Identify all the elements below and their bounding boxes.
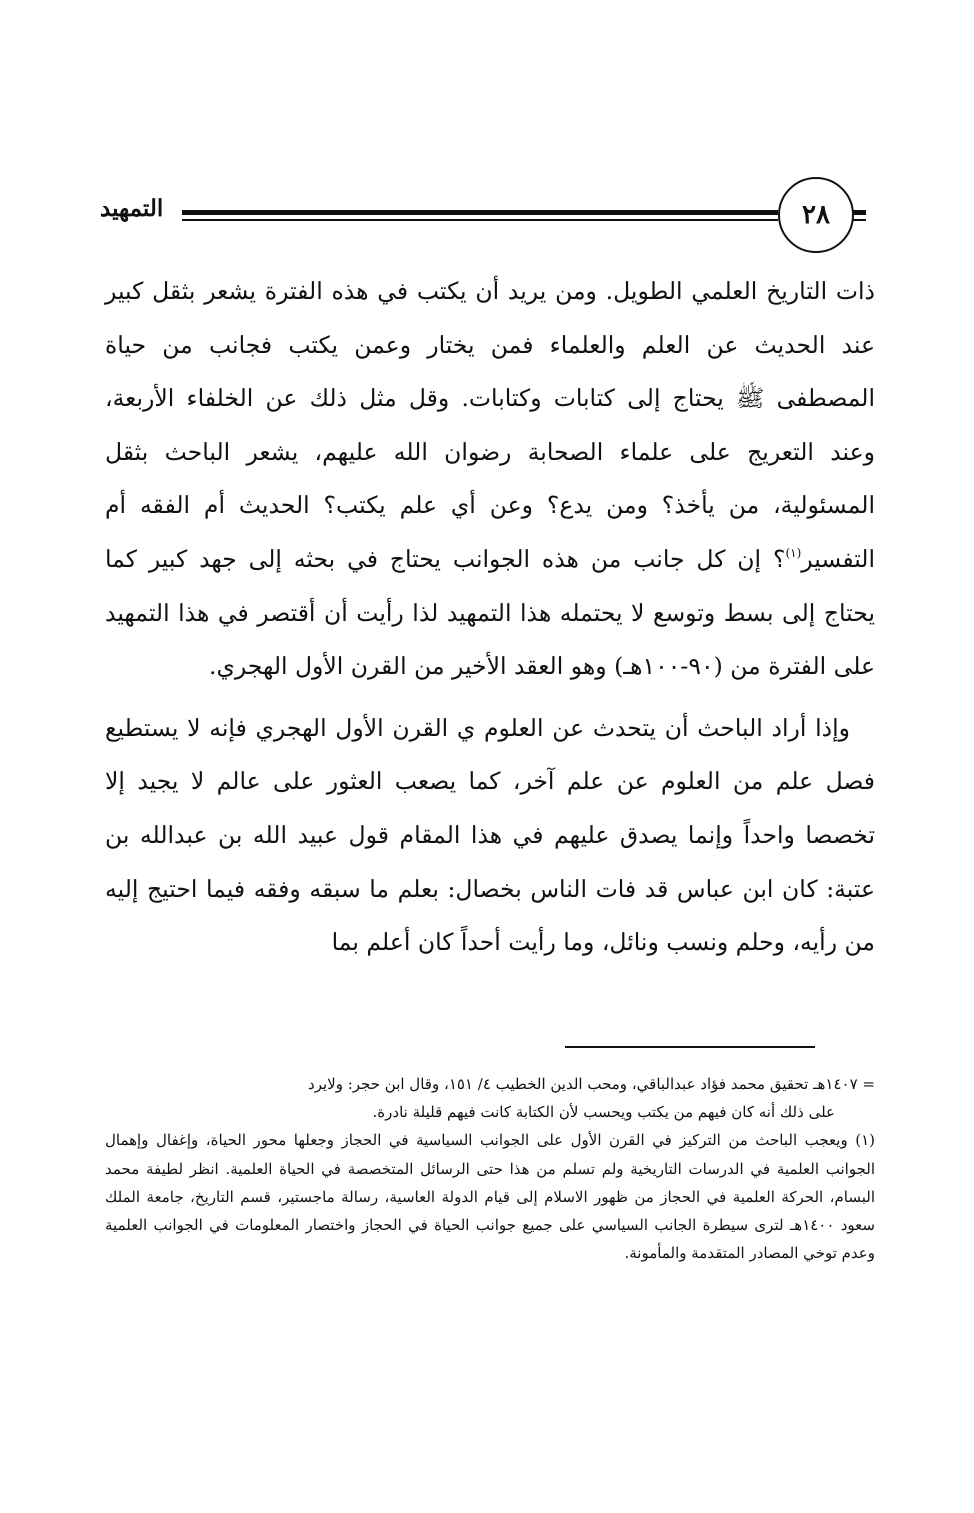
page-header [100, 175, 874, 255]
section-title: التمهيد [100, 195, 164, 222]
paragraph-2: وإذا أراد الباحث أن يتحدث عن العلوم ي القرن الأول الهجري فإنه لا يستطيع فصل علم من العلوم عن علم آخر، كما يصعب العثور على عالم لا يجيد إلا تخصصا واحداً وإنما يصدق عليهم في هذا المقام قول عبيد الله بن عبدالله بن عتبة: كان ابن عباس قد فات الناس بخصال: بعلم ما سبقه وفقه فيما احتيج إليه من رأيه، وحلم ونسب ونائل، وما رأيت أحداً كان أعلم بما [105, 713, 875, 957]
footnote-reference[interactable]: (١) [785, 545, 802, 560]
header-rule [182, 210, 778, 215]
footnotes [105, 1070, 875, 1267]
footnote-1: (١) ويعجب الباحث من التركيز في القرن الأول على الجوانب السياسية في الحجاز وجعلها محور الحياة، وإغفال وإهمال الجوانب العلمية في الدرسات التاريخية ولم تسلم من هذا حتى الرسائل المتخصصة في الحياة العلمية. انظر لطيفة محمد البسام، الحركة العلمية في الحجاز من ظهور الاسلام إلى قيام الدولة العاسية، رسالة ماجستير، قسم التاريخ، جامعة الملك سعود ١٤٠٠هـ لترى سيطرة الجانب السياسي على جميع جوانب الحياة في الحجاز واختصار المعلومات في الجوانب العلمية وعدم توخي المصادر المتقدمة والمأمونة. [105, 1131, 875, 1263]
footnote-separator [565, 1046, 815, 1048]
paragraph-1-part-a: ذات التاريخ العلمي الطويل. ومن يريد أن يكتب في هذه الفترة يشعر بثقل كبير عند الحديث عن العلم والعلماء فمن يختار وعمن يكتب فجانب من حياة المصطفى ﷺ يحتاج إلى كتابات وكتابات. وقل مثل ذلك عن الخلفاء الأربعة، وعند التعريج على علماء الصحابة رضوان الله عليهم، يشعر الباحث بثقل المسئولية، من يأخذ؟ ومن يدع؟ وعن أي علم يكتب؟ الحديث أم الفقه أم التفسير [105, 277, 875, 573]
header-rule-thin [182, 219, 778, 221]
footnote-continuation-line-1: = ١٤٠٧هـ تحقيق محمد فؤاد عبدالباقي، ومحب الدين الخطيب ٤/ ١٥١، وقال ابن حجر: ولايرد [308, 1075, 875, 1093]
page-number: ٢٨ [802, 200, 830, 230]
paragraph-1 [105, 265, 875, 694]
main-text [105, 265, 875, 970]
paragraph-1-part-b: ؟ إن كل جانب من هذه الجوانب يحتاج في بحثه إلى جهد كبير كما يحتاج إلى بسط وتوسع لا يحتمله هذا التمهيد لذا رأيت أن أقتصر في هذا التمهيد على الفترة من (٩٠-١٠٠هـ) وهو العقد الأخير من القرن الأول الهجري. [105, 544, 875, 681]
page-number-badge [778, 177, 854, 253]
footnote-continuation-line-2: على ذلك أنه كان فيهم من يكتب ويحسب لأن الكتابة كانت فيهم قليلة نادرة. [372, 1103, 835, 1122]
